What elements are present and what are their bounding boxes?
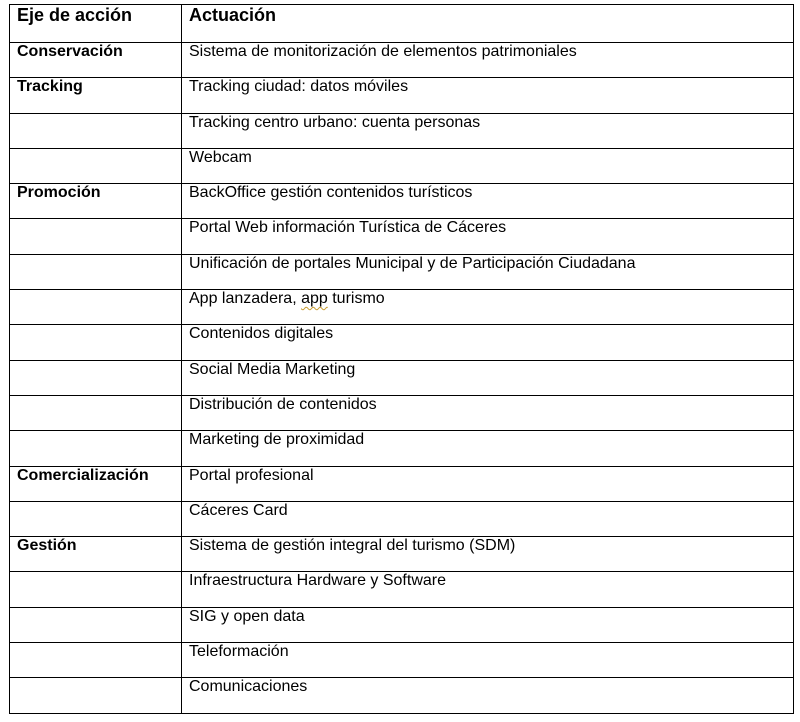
action-cell — [182, 290, 794, 325]
action-cell: Social Media Marketing — [182, 360, 794, 395]
action-cell: SIG y open data — [182, 607, 794, 642]
table-row — [10, 572, 794, 607]
action-text: App lanzadera, — [189, 290, 302, 308]
axis-cell — [10, 431, 182, 466]
action-cell: Marketing de proximidad — [182, 431, 794, 466]
table-row — [10, 360, 794, 395]
action-text: turismo — [327, 290, 385, 308]
action-cell: Portal Web información Turística de Cáceres — [182, 219, 794, 254]
table-row — [10, 113, 794, 148]
action-cell: Comunicaciones — [182, 678, 794, 713]
axis-cell: Comercialización — [10, 466, 182, 501]
header-action: Actuación — [182, 5, 794, 43]
axis-cell — [10, 325, 182, 360]
action-cell: Cáceres Card — [182, 501, 794, 536]
table-row — [10, 43, 794, 78]
axis-cell — [10, 607, 182, 642]
axis-cell: Tracking — [10, 78, 182, 113]
action-cell: Webcam — [182, 148, 794, 183]
table-row — [10, 254, 794, 289]
action-cell: Unificación de portales Municipal y de Participación Ciudadana — [182, 254, 794, 289]
axis-cell — [10, 254, 182, 289]
spellcheck-word: app — [301, 290, 328, 308]
table-row — [10, 78, 794, 113]
axis-cell — [10, 113, 182, 148]
header-axis: Eje de acción — [10, 5, 182, 43]
axis-cell — [10, 395, 182, 430]
table-row — [10, 219, 794, 254]
table-row — [10, 607, 794, 642]
table-row — [10, 148, 794, 183]
table-row — [10, 643, 794, 678]
action-cell: Tracking centro urbano: cuenta personas — [182, 113, 794, 148]
table-row — [10, 431, 794, 466]
action-cell: Teleformación — [182, 643, 794, 678]
actions-table — [9, 4, 794, 714]
axis-cell — [10, 290, 182, 325]
table-row — [10, 395, 794, 430]
axis-cell — [10, 501, 182, 536]
table-row — [10, 184, 794, 219]
action-cell: Distribución de contenidos — [182, 395, 794, 430]
axis-cell — [10, 572, 182, 607]
action-cell: Infraestructura Hardware y Software — [182, 572, 794, 607]
axis-cell — [10, 360, 182, 395]
table-row — [10, 678, 794, 713]
table-row — [10, 501, 794, 536]
table-row — [10, 466, 794, 501]
axis-cell: Gestión — [10, 537, 182, 572]
axis-cell — [10, 148, 182, 183]
axis-cell — [10, 643, 182, 678]
axis-cell: Conservación — [10, 43, 182, 78]
axis-cell: Promoción — [10, 184, 182, 219]
action-cell: Tracking ciudad: datos móviles — [182, 78, 794, 113]
axis-cell — [10, 678, 182, 713]
table-header-row — [10, 5, 794, 43]
table-row — [10, 325, 794, 360]
action-cell: BackOffice gestión contenidos turísticos — [182, 184, 794, 219]
table-row — [10, 537, 794, 572]
axis-cell — [10, 219, 182, 254]
action-cell: Portal profesional — [182, 466, 794, 501]
table-row — [10, 290, 794, 325]
action-cell: Contenidos digitales — [182, 325, 794, 360]
action-cell: Sistema de gestión integral del turismo (SDM) — [182, 537, 794, 572]
action-cell: Sistema de monitorización de elementos patrimoniales — [182, 43, 794, 78]
